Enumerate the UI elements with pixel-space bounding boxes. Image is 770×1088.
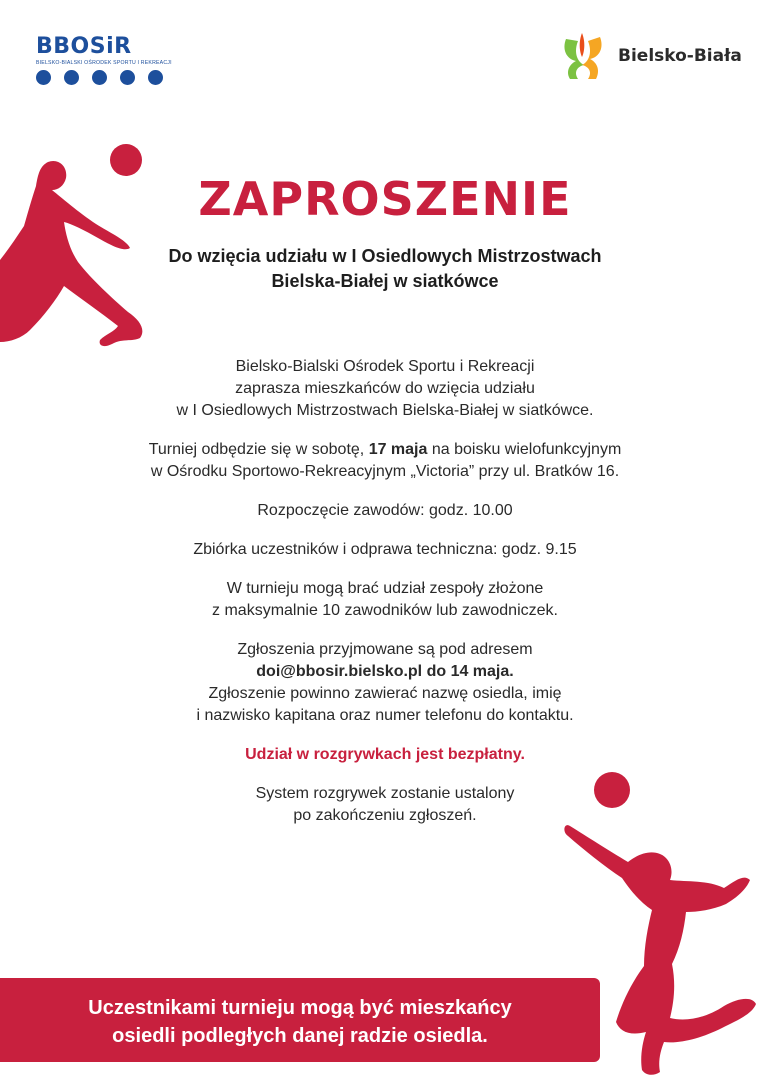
registration-details-line: Zgłoszenie powinno zawierać nazwę osiedla, imię — [208, 685, 562, 702]
subtitle-line: Do wzięcia udziału w I Osiedlowych Mistrzostwach — [168, 246, 602, 266]
volleyball-player-icon — [560, 770, 770, 1080]
registration-line: Zgłoszenia przyjmowane są pod adresem — [237, 641, 533, 658]
banner-line: osiedli podległych danej radzie osiedla. — [112, 1025, 488, 1047]
intro-line: zaprasza mieszkańców do wzięcia udziału — [235, 380, 535, 397]
free-entry-note: Udział w rozgrywkach jest bezpłatny. — [245, 746, 525, 763]
volleyball-icon — [594, 772, 630, 808]
subtitle — [0, 244, 770, 294]
intro-line: w I Osiedlowych Mistrzostwach Bielska-Białej w siatkówce. — [176, 402, 594, 419]
sport-icon — [148, 70, 163, 85]
date-highlight: 17 maja — [368, 441, 428, 458]
bbosir-sport-icons — [36, 70, 172, 85]
date-text-end: na boisku wielofunkcyjnym — [427, 441, 622, 458]
date-paragraph — [90, 439, 680, 483]
system-line: po zakończeniu zgłoszeń. — [293, 807, 477, 824]
bbosir-logo — [36, 36, 172, 82]
date-text: Turniej odbędzie się w sobotę, — [148, 441, 369, 458]
banner-line: Uczestnikami turnieju mogą być mieszkańcy — [88, 997, 512, 1019]
intro-line: Bielsko-Bialski Ośrodek Sportu i Rekreacji — [235, 358, 535, 375]
system-line: System rozgrywek zostanie ustalony — [255, 785, 515, 802]
sport-icon — [120, 70, 135, 85]
teams-paragraph — [90, 578, 680, 622]
date-line — [90, 439, 680, 461]
bbosir-wordmark: BBOSiR — [36, 34, 132, 59]
intro-paragraph — [90, 356, 680, 422]
sport-icon — [36, 70, 51, 85]
registration-details-line: i nazwisko kapitana oraz numer telefonu do kontaktu. — [196, 707, 574, 724]
bbosir-tagline: BIELSKO-BIALSKI OŚRODEK SPORTU I REKREACJI — [36, 60, 172, 66]
city-name: Bielsko-Biała — [618, 46, 742, 66]
meeting-time: Zbiórka uczestników i odprawa techniczna: godz. 9.15 — [193, 541, 577, 558]
venue-line: w Ośrodku Sportowo-Rekreacyjnym „Victoria” przy ul. Bratków 16. — [150, 463, 620, 480]
page-title: ZAPROSZENIE — [198, 172, 572, 226]
start-time: Rozpoczęcie zawodów: godz. 10.00 — [257, 502, 513, 519]
teams-line: z maksymalnie 10 zawodników lub zawodniczek. — [212, 602, 558, 619]
sport-icon — [64, 70, 79, 85]
teams-line: W turnieju mogą brać udział zespoły złożone — [226, 580, 544, 597]
subtitle-line: Bielska-Białej w siatkówce — [271, 271, 499, 291]
registration-email: doi@bbosir.bielsko.pl do 14 maja. — [256, 663, 514, 680]
banner-text — [0, 994, 600, 1050]
sport-icon — [92, 70, 107, 85]
city-logo-icon — [560, 31, 606, 81]
city-logo — [560, 30, 750, 82]
registration-paragraph — [90, 639, 680, 727]
